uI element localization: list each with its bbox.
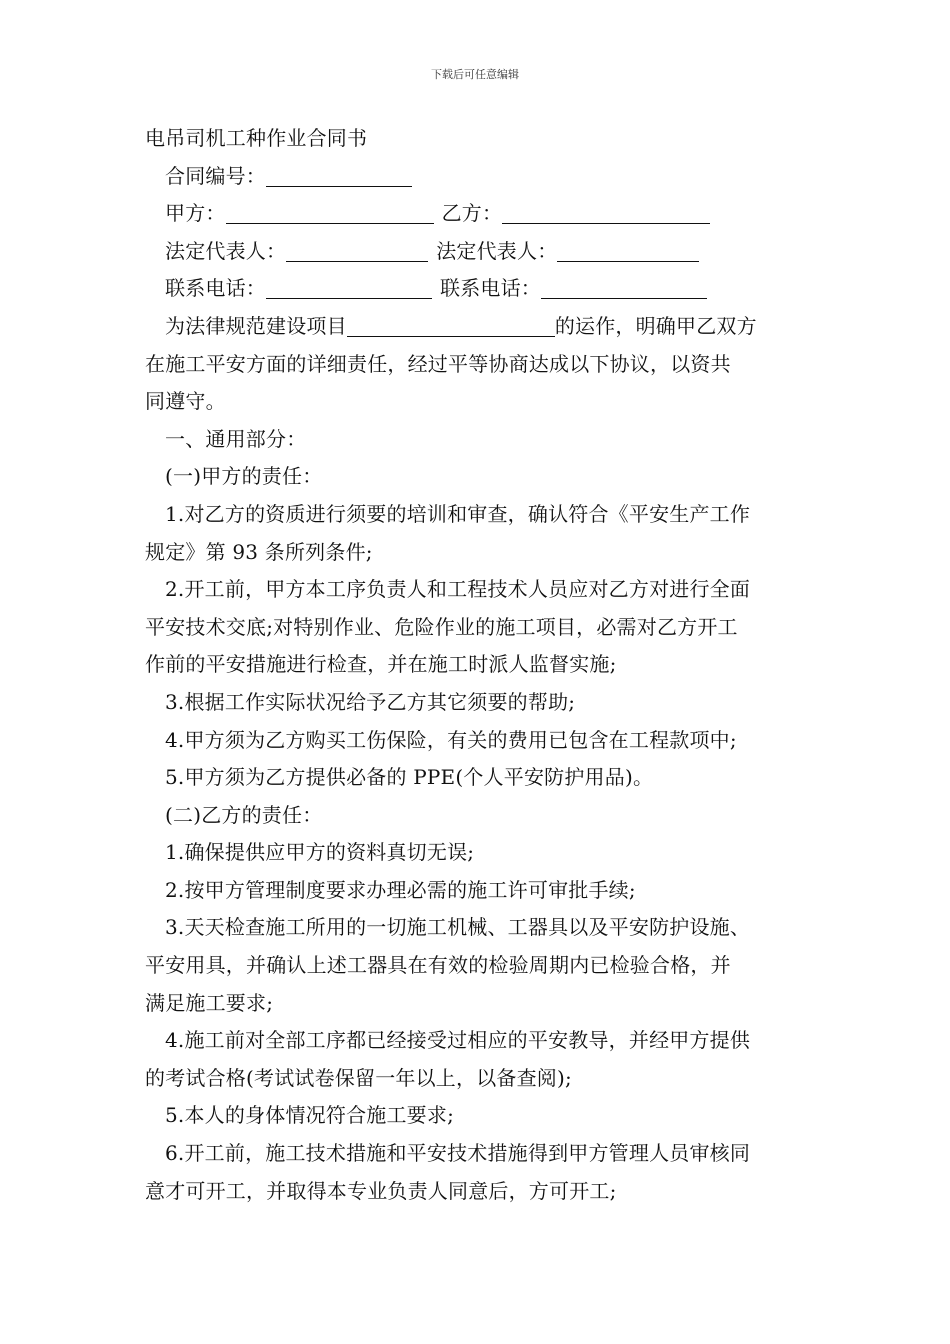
legal-rep-a-label: 法定代表人：	[165, 238, 287, 263]
party-b-item-3-line-2: 平安用具，并确认上述工器具在有效的检验周期内已检验合格，并	[145, 953, 731, 978]
party-a-label: 甲方：	[165, 201, 226, 226]
party-b-item-1: 1.确保提供应甲方的资料真切无误;	[165, 840, 475, 865]
legal-rep-b-blank[interactable]	[557, 237, 699, 262]
party-a-item-4: 4.甲方须为乙方购买工伤保险，有关的费用已包含在工程款项中;	[165, 727, 737, 752]
party-b-blank[interactable]	[502, 199, 710, 224]
party-b-item-4-line-1: 4.施工前对全部工序都已经接受过相应的平安教导，并经甲方提供	[165, 1028, 751, 1053]
legal-rep-line	[145, 233, 813, 271]
party-a-item-2-line-3: 作前的平安措施进行检查，并在施工时派人监督实施;	[145, 652, 617, 677]
party-line	[145, 195, 813, 233]
party-b-item-6-line-2: 意才可开工，并取得本专业负责人同意后，方可开工;	[145, 1178, 617, 1203]
party-a-item-2-line-2: 平安技术交底;对特别作业、危险作业的施工项目，必需对乙方开工	[145, 614, 738, 639]
party-a-item-3: 3.根据工作实际状况给予乙方其它须要的帮助;	[165, 689, 576, 714]
contract-number-line	[145, 158, 813, 196]
legal-rep-a-blank[interactable]	[286, 237, 428, 262]
intro-line-3: 同遵守。	[145, 389, 226, 414]
legal-rep-b-label: 法定代表人：	[436, 238, 558, 263]
party-b-item-3-line-1: 3.天天检查施工所用的一切施工机械、工器具以及平安防护设施、	[165, 915, 751, 940]
party-b-duties-heading: (二)乙方的责任：	[165, 802, 323, 827]
contract-number-blank[interactable]	[266, 162, 412, 187]
phone-b-blank[interactable]	[541, 274, 707, 299]
contract-number-label: 合同编号：	[165, 163, 266, 188]
phone-a-blank[interactable]	[266, 274, 432, 299]
intro-line-2: 在施工平安方面的详细责任，经过平等协商达成以下协议，以资共	[145, 351, 731, 376]
phone-a-label: 联系电话：	[165, 276, 266, 301]
party-b-label: 乙方：	[441, 201, 503, 226]
document-title: 电吊司机工种作业合同书	[145, 126, 368, 150]
project-name-blank[interactable]	[347, 312, 555, 337]
party-b-item-6-line-1: 6.开工前，施工技术措施和平安技术措施得到甲方管理人员审核同	[165, 1141, 751, 1166]
intro-line-1	[145, 308, 813, 346]
party-b-item-4-line-2: 的考试合格(考试试卷保留一年以上，以备查阅);	[145, 1065, 572, 1090]
party-a-item-5: 5.甲方须为乙方提供必备的 PPE(个人平安防护用品)。	[165, 765, 654, 790]
header-note: 下载后可任意编辑	[431, 68, 519, 81]
party-b-item-2: 2.按甲方管理制度要求办理必需的施工许可审批手续;	[165, 877, 636, 902]
party-b-item-5: 5.本人的身体情况符合施工要求;	[165, 1103, 455, 1128]
document-body	[145, 120, 813, 1210]
intro-text-b: 的运作，明确甲乙双方	[554, 313, 757, 338]
phone-b-label: 联系电话：	[440, 276, 541, 301]
party-a-item-2-line-1: 2.开工前，甲方本工序负责人和工程技术人员应对乙方对进行全面	[165, 577, 751, 602]
party-b-item-3-line-3: 满足施工要求;	[145, 990, 274, 1015]
party-a-item-1-line-1: 1.对乙方的资质进行须要的培训和审查，确认符合《平安生产工作	[165, 501, 751, 526]
party-a-duties-heading: (一)甲方的责任：	[165, 464, 323, 489]
party-a-item-1-line-2: 规定》第 93 条所列条件;	[145, 539, 373, 564]
section-general-heading: 一、通用部分：	[165, 426, 307, 451]
party-a-blank[interactable]	[226, 199, 434, 224]
intro-text-a: 为法律规范建设项目	[165, 313, 347, 338]
phone-line	[145, 270, 813, 308]
